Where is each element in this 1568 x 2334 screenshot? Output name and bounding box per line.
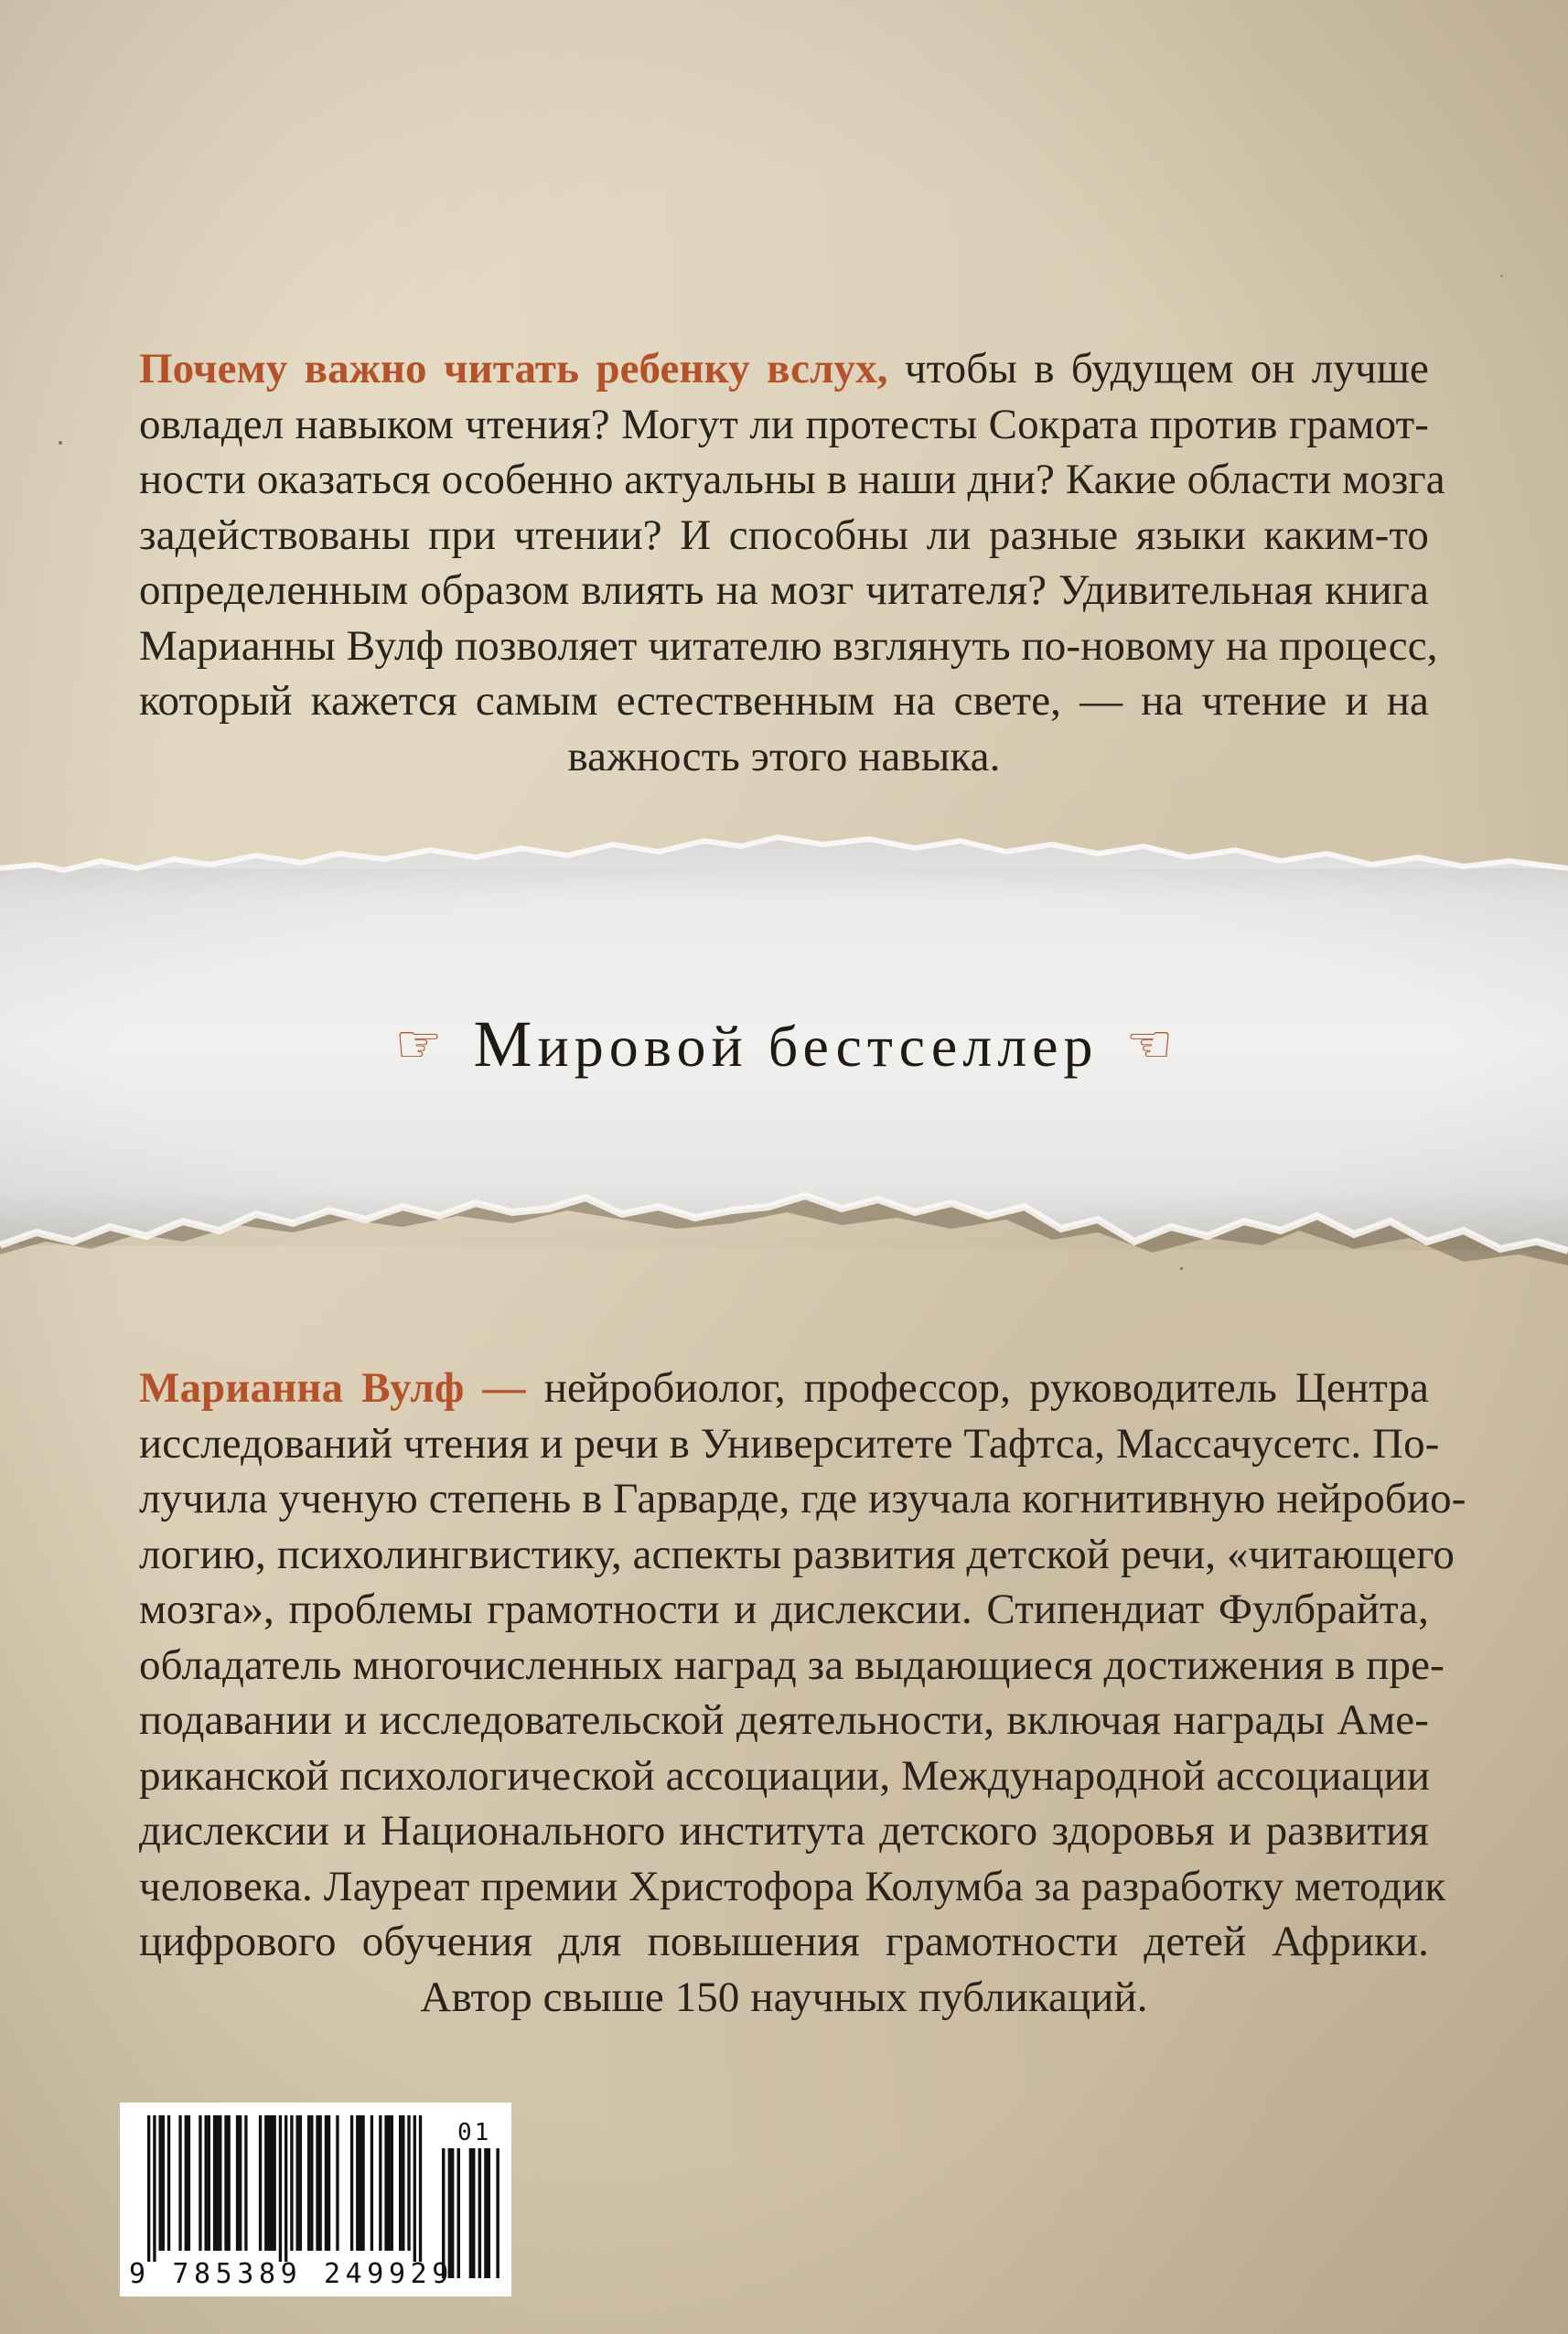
barcode-bar — [147, 2115, 150, 2262]
barcode-bar — [285, 2115, 287, 2262]
bio-line-12: Автор свыше 150 научных публикаций. — [420, 1973, 1148, 2021]
barcode-bar — [359, 2115, 361, 2251]
bio-line-11: цифрового обучения для повышения грамотности детей Африки. — [139, 1918, 1429, 1965]
barcode-bar — [310, 2115, 313, 2251]
barcode-bar — [290, 2115, 293, 2251]
intro-line-5: определенным образом влиять на мозг читателя? Удивительная книга — [139, 566, 1429, 614]
barcode-bar — [239, 2115, 242, 2251]
bio-line-9: дислексии и Национального института детского здоровья и развития — [139, 1807, 1429, 1855]
barcode-bar — [388, 2115, 391, 2251]
bio-line-10: человека. Лауреат премии Христофора Колумба за разработку методик — [139, 1862, 1446, 1910]
barcode-bar — [208, 2115, 210, 2251]
paper-speck — [1500, 274, 1503, 277]
barcode-bar — [259, 2115, 262, 2251]
barcode-bar — [216, 2115, 219, 2251]
barcode-bar — [264, 2115, 267, 2251]
barcode-bar — [299, 2115, 302, 2251]
barcode-bar — [350, 2115, 353, 2251]
barcode-bar — [228, 2115, 231, 2251]
barcode-bar — [325, 2115, 328, 2251]
barcode-bar — [316, 2115, 318, 2251]
barcode-bar — [159, 2115, 162, 2251]
barcode-bar — [224, 2115, 227, 2251]
barcode-bar — [178, 2115, 181, 2251]
intro-line-2: овладел навыком чтения? Могут ли протесты Сократа против грамот- — [139, 400, 1429, 448]
barcode-bar — [213, 2115, 216, 2251]
barcode-bar — [399, 2115, 402, 2251]
barcode-bar — [419, 2115, 422, 2262]
isbn-barcode — [120, 2103, 511, 2296]
intro-line-4: задействованы при чтении? И способны ли разные языки каким-то — [139, 511, 1429, 559]
barcode-bar — [391, 2115, 393, 2251]
barcode-bar — [274, 2115, 276, 2251]
barcode-bar — [371, 2115, 373, 2251]
banner-text: ировой бестселлер — [537, 1014, 1099, 1079]
bio-line-3: лучила ученую степень в Гарварде, где изучала когнитивную нейробио- — [139, 1475, 1466, 1522]
barcode-bar — [413, 2115, 416, 2262]
barcode-bar — [379, 2115, 381, 2251]
intro-lead-question: Почему важно читать ребенку вслух, — [139, 345, 888, 393]
barcode-bar — [384, 2115, 387, 2251]
pointing-hand-right-icon: ☞ — [394, 1013, 443, 1075]
barcode-bar — [153, 2115, 156, 2262]
barcode-addon-bar — [496, 2148, 499, 2278]
isbn-digits: 9 785389 249929 — [129, 2258, 454, 2290]
barcode-bar — [199, 2115, 201, 2251]
barcode-bar — [270, 2115, 273, 2251]
intro-line-3: ности оказаться особенно актуальны в наши дни? Какие области мозга — [139, 456, 1445, 503]
barcode-bar — [167, 2115, 170, 2251]
barcode-bar — [205, 2115, 208, 2251]
intro-line-8: важность этого навыка. — [567, 732, 1001, 780]
barcode-bar — [185, 2115, 188, 2251]
bio-line-5: мозга», проблемы грамотности и дислексии. Стипендиат Фулбрайта, — [139, 1586, 1429, 1633]
bio-line-7: подавании и исследовательской деятельности, включая награды Аме- — [139, 1696, 1429, 1744]
pointing-hand-left-icon: ☜ — [1125, 1013, 1174, 1075]
author-name: Марианна Вулф — — [139, 1364, 526, 1412]
bio-line-6: обладатель многочисленных наград за выдающиеся достижения в пре- — [139, 1640, 1444, 1689]
barcode-bar — [219, 2115, 221, 2251]
barcode-bar — [236, 2115, 239, 2251]
barcode-bar — [296, 2115, 299, 2251]
barcode-bar — [407, 2115, 410, 2251]
barcode-bar — [162, 2115, 165, 2251]
intro-paragraph — [139, 341, 1445, 784]
paper-speck — [59, 441, 62, 445]
bio-line-2: исследований чтения и речи в Университете Тафтса, Массачусетс. По- — [139, 1419, 1440, 1468]
intro-line-7: который кажется самым естественным на свете, — на чтение и на — [139, 677, 1429, 725]
barcode-bar — [244, 2115, 247, 2251]
barcode-bar — [279, 2115, 282, 2262]
barcode-bar — [361, 2115, 364, 2251]
bio-line-8: риканской психологической ассоциации, Международной ассоциации — [139, 1751, 1431, 1800]
barcode-bar — [336, 2115, 338, 2251]
barcode-addon-digits: 01 — [457, 2119, 492, 2146]
bio-line-1: Марианна Вулф — нейробиолог, профессор, руководитель Центра — [139, 1364, 1430, 1412]
barcode-bar — [319, 2115, 322, 2251]
barcode-bar — [188, 2115, 190, 2251]
intro-line-1: Почему важно читать ребенку вслух, чтобы в будущем он лучше — [139, 345, 1430, 393]
banner-lead-letter: М — [473, 1007, 538, 1081]
world-bestseller-banner — [0, 1006, 1568, 1082]
barcode-bar — [356, 2115, 359, 2251]
author-bio-paragraph — [139, 1361, 1466, 2025]
barcode-bar — [328, 2115, 330, 2251]
bio-line-4: логию, психолингвистику, аспекты развития детской речи, «читающего — [139, 1530, 1455, 1578]
barcode-bar — [267, 2115, 270, 2251]
intro-line-6: Марианны Вулф позволяет читателю взглянуть по-новому на процесс, — [139, 621, 1438, 670]
barcode-bar — [402, 2115, 404, 2251]
barcode-bar — [307, 2115, 310, 2251]
